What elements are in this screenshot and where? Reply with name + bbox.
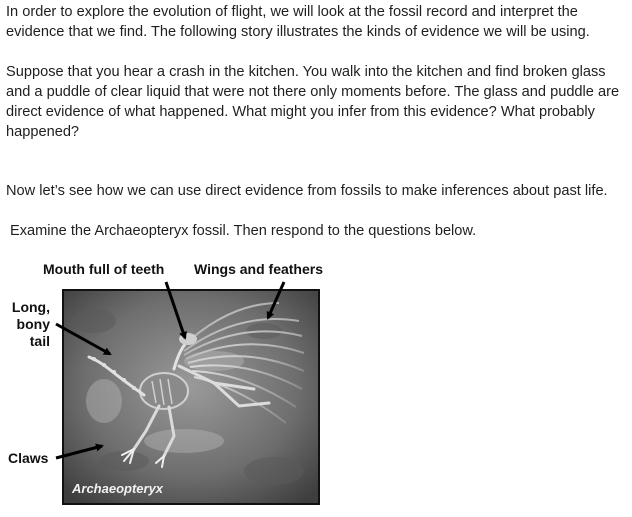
arrow-claws — [56, 446, 102, 458]
arrow-tail — [56, 324, 110, 354]
fossil-evidence-paragraph: Now let’s see how we can use direct evidence from fossils to make inferences about past life. — [6, 183, 608, 199]
arrow-teeth — [166, 282, 185, 338]
arrow-wings — [268, 282, 284, 318]
arrow-group — [56, 282, 284, 458]
instruction-paragraph: Examine the Archaeopteryx fossil. Then respond to the questions below. — [10, 223, 477, 239]
intro-paragraph: In order to explore the evolution of flight, we will look at the fossil record and interpret the evidence that we find. The following story illustrates the kinds of evidence we will be using. — [6, 4, 590, 40]
archaeopteryx-figure — [0, 254, 340, 517]
label-tail: Long, bony tail — [11, 299, 50, 349]
label-claws: Claws — [8, 450, 49, 466]
fossil-caption: Archaeopteryx — [72, 481, 164, 496]
annotation-arrows — [0, 254, 340, 517]
label-wings: Wings and feathers — [194, 261, 324, 277]
label-teeth: Mouth full of teeth — [43, 261, 165, 277]
story-paragraph: Suppose that you hear a crash in the kitchen. You walk into the kitchen and find broken glass and a puddle of clear liquid that were not there only moments before. The glass and puddle are direct evidence of what happened. What might you infer from this evidence? What probably happened? — [6, 64, 620, 140]
